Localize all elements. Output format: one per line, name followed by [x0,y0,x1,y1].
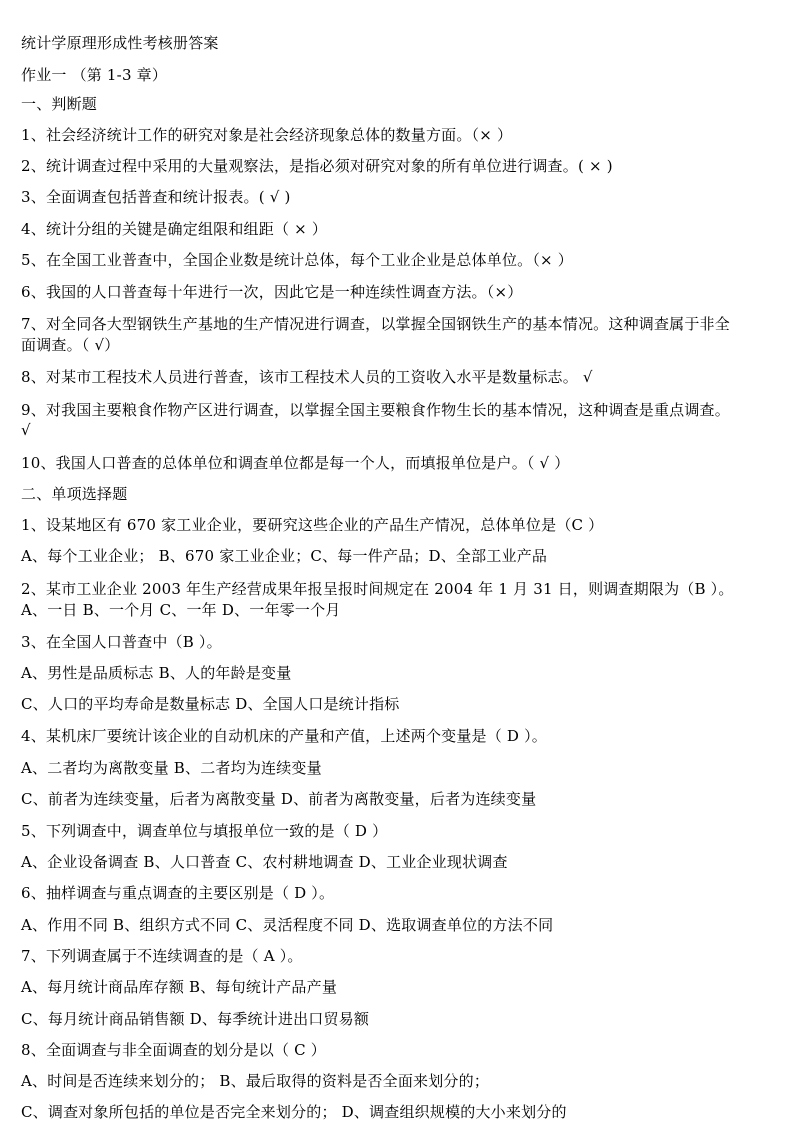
choice-options-3b: C、人口的平均寿命是数量标志 D、全国人口是统计指标 [21,695,400,713]
choice-question-3: 3、在全国人口普查中（B ）。 [21,633,222,651]
true-false-item-7-line-1: 7、对全同各大型钢铁生产基地的生产情况进行调查，以掌握全国钢铁生产的基本情况。这种调查属于非全 [21,315,730,333]
choice-options-7b: C、每月统计商品销售额 D、每季统计进出口贸易额 [21,1010,370,1028]
true-false-item-8: 8、对某市工程技术人员进行普查，该市工程技术人员的工资收入水平是数量标志。 √ [21,368,593,386]
choice-options-6: A、作用不同 B、组织方式不同 C、灵活程度不同 D、选取调查单位的方法不同 [21,916,554,934]
choice-options-8a: A、时间是否连续来划分的； B、最后取得的资料是否全面来划分的； [21,1072,490,1090]
choice-question-2: 2、某市工业企业 2003 年生产经营成果年报呈报时间规定在 2004 年 1 月 31 日，则调查期限为（B ）。 [21,580,734,598]
true-false-item-1: 1、社会经济统计工作的研究对象是社会经济现象总体的数量方面。（× ） [21,126,513,144]
true-false-item-9-line-1: 9、对我国主要粮食作物产区进行调查，以掌握全国主要粮食作物生长的基本情况，这种调查是重点调查。 [21,401,730,419]
section-heading-single-choice: 二、单项选择题 [21,485,128,503]
choice-question-4: 4、某机床厂要统计该企业的自动机床的产量和产值，上述两个变量是（ D ）。 [21,727,548,745]
choice-options-1: A、每个工业企业； B、670 家工业企业；C、每一件产品；D、全部工业产品 [21,547,548,565]
choice-options-3a: A、男性是品质标志 B、人的年龄是变量 [21,664,292,682]
true-false-item-6: 6、我国的人口普查每十年进行一次，因此它是一种连续性调查方法。（×） [21,283,523,301]
choice-options-4a: A、二者均为离散变量 B、二者均为连续变量 [21,759,322,777]
true-false-item-9-line-2: √ [21,421,31,439]
true-false-item-3: 3、全面调查包括普查和统计报表。( √ ) [21,188,291,206]
choice-question-1: 1、设某地区有 670 家工业企业，要研究这些企业的产品生产情况，总体单位是（C ） [21,516,604,534]
section-heading-true-false: 一、判断题 [21,95,98,113]
document-title: 统计学原理形成性考核册答案 [21,34,219,52]
true-false-item-2: 2、统计调查过程中采用的大量观察法，是指必须对研究对象的所有单位进行调查。( × ) [21,157,613,175]
choice-options-4b: C、前者为连续变量，后者为离散变量 D、前者为离散变量，后者为连续变量 [21,790,537,808]
choice-question-6: 6、抽样调查与重点调查的主要区别是（ D ）。 [21,884,335,902]
true-false-item-7-line-2: 面调查。（ √） [21,336,120,354]
choice-question-5: 5、下列调查中，调查单位与填报单位一致的是（ D ） [21,822,388,840]
choice-question-8: 8、全面调查与非全面调查的划分是以（ C ） [21,1041,326,1059]
true-false-item-10: 10、我国人口普查的总体单位和调查单位都是每一个人，而填报单位是户。（ √ ） [21,454,570,472]
choice-options-5: A、企业设备调查 B、人口普查 C、农村耕地调查 D、工业企业现状调查 [21,853,508,871]
choice-question-7: 7、下列调查属于不连续调查的是（ A ）。 [21,947,303,965]
choice-options-8b: C、调查对象所包括的单位是否完全来划分的； D、调查组织规模的大小来划分的 [21,1103,567,1121]
true-false-item-5: 5、在全国工业普查中，全国企业数是统计总体，每个工业企业是总体单位。（× ） [21,251,573,269]
assignment-heading: 作业一 （第 1-3 章） [21,66,168,84]
choice-options-7a: A、每月统计商品库存额 B、每旬统计产品产量 [21,978,338,996]
choice-options-2: A、一日 B、一个月 C、一年 D、一年零一个月 [21,601,341,619]
true-false-item-4: 4、统计分组的关键是确定组限和组距（ × ） [21,220,328,238]
